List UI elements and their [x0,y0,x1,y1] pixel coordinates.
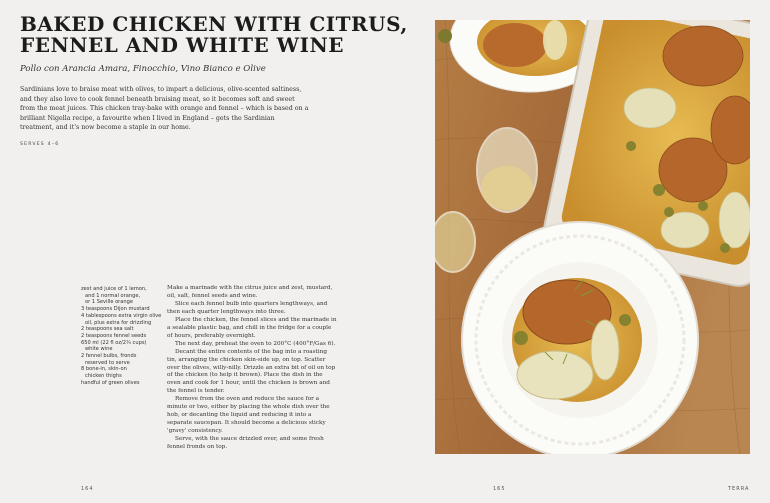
ingredient-line: 2 teaspoons fennel seeds [81,332,147,339]
section-label: TERRA [728,486,750,492]
wine [481,166,533,210]
recipe-title [20,14,408,56]
page-number-left: 164 [81,486,94,492]
method-step: Serve, with the sauce drizzled over, and some fresh fennel fronds on top. [167,436,324,451]
method-step: The next day, preheat the oven to 200°C (400°F/Gas 6). [175,340,336,347]
plate-fennel-2 [591,320,619,380]
method-step: Make a marinade with the citrus juice and zest, mustard, oil, salt, fennel seeds and wine. [167,285,333,299]
ingredient-line: white wine [85,346,113,353]
recipe-subtitle: Pollo con Arancia Amara, Finocchio, Vino Bianco e Olive [20,64,266,74]
ingredient-line: 650 ml (22 fl oz/2¾ cups) [81,339,147,346]
serves-label: SERVES 4–6 [20,142,60,147]
ingredient-line: 3 teaspoons Dijon mustard [81,306,150,313]
ingredient-line: oil, plus extra for drizzling [85,319,152,326]
ingredient-line: 4 tablespoons extra virgin olive [81,312,162,319]
title-line-2: FENNEL AND WHITE WINE [20,33,345,57]
method-step: Place the chicken, the fennel slices and the marinade in a sealable plastic bag, and chill in the fridge for a couple of hours, preferably overnight. [167,316,337,339]
ingredient-line: 2 fennel bulbs, fronds [81,353,137,360]
method-step: Remove from the oven and reduce the sauce for a minute or two, either by placing the whole dish over the hob, or decanting the liquid and reducing it into a separate saucepan. It should become a delicious sticky 'gravy' consistency. [167,396,330,435]
plate-fennel [517,351,593,399]
ingredient-line: 8 bone-in, skin-on [81,366,127,373]
top-plate-fennel [543,20,567,60]
ingredient-line: chicken thighs [85,373,122,380]
page-number-right: 165 [493,486,506,492]
top-plate-chicken [483,23,547,67]
method-step: Decant the entire contents of the bag into a roasting tin, arranging the chicken skin-side up, on top. Scatter over the olives, willy-nilly. Drizzle an extra bit of oil on top of the chicken (to help it brown). Place the dish in the oven and cook for 1 hour, until the chicken is brown and the fennel is tender. [167,348,336,395]
method-step: Slice each fennel bulb into quarters lengthways, and then each quarter lengthways into three. [167,300,328,315]
small-glass [435,212,475,272]
ingredients-list [81,286,163,387]
method-text [167,285,337,452]
ingredient-line: or 1 Seville orange [85,299,133,306]
title-line-1: BAKED CHICKEN WITH CITRUS, [20,12,408,36]
ingredient-line: handful of green olives [81,379,140,386]
recipe-intro: Sardinians love to braise meat with olives, to impart a delicious, olive-scented saltiness, and they also love to cook fennel beneath braising meat, so it becomes soft and sweet from the meat juices. This chicken tray-bake with orange and fennel – which is based on a brilliant Nigella recipe, a favourite when I lived in England – gets the Sardinian treatment, and it's now become a staple in our home. [20,86,309,132]
recipe-photo [435,20,750,454]
ingredient-line: 2 teaspoons sea salt [81,326,134,333]
ingredient-line: reserved to serve [85,359,130,366]
olive [438,29,452,43]
ingredient-line: and 1 normal orange, [85,292,141,299]
ingredient-line: zest and juice of 1 lemon, [81,286,147,292]
